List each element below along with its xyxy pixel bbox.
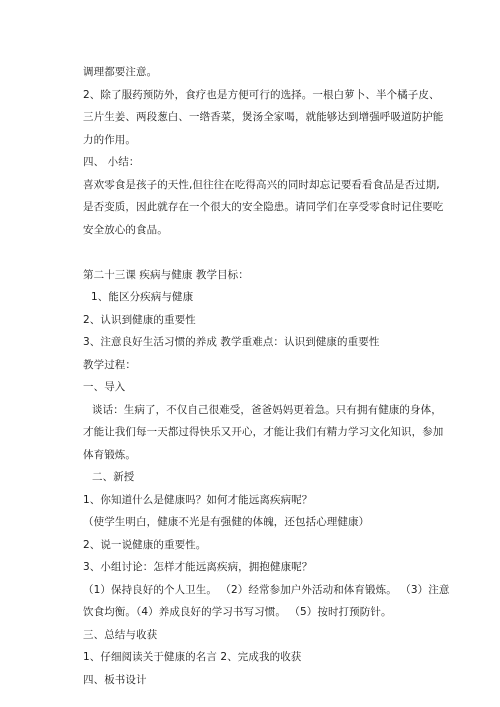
objective-item: 2、认识到健康的重要性: [83, 314, 196, 326]
section-heading: 二、新授: [92, 471, 135, 483]
text-line: 调理都要注意。: [83, 66, 158, 78]
text-line: 力的作用。: [83, 134, 136, 146]
text-line: 才能让我们每一天都过得快乐又开心，才能让我们有精力学习文化知识，参加: [83, 426, 444, 438]
text-line: 体育锻炼。: [83, 449, 136, 461]
text-line: 谈话：生病了，不仅自己很难受，爸爸妈妈更着急。只有拥有健康的身体，: [92, 404, 442, 416]
text-line: 2、除了服药预防外，食疗也是方便可行的选择。一根白萝卜、半个橘子皮、: [83, 89, 440, 101]
text-line: 饮食均衡。（4）养成良好的学习书写习惯。 （5）按时打预防针。: [83, 606, 392, 618]
section-heading: 三、总结与收获: [83, 629, 158, 641]
objective-item: 1、能区分疾病与健康: [91, 291, 194, 303]
text-line: （1）保持良好的个人卫生。 （2）经常参加户外活动和体育锻炼。 （3）注意: [83, 584, 450, 596]
text-line: 三片生姜、两段葱白、一绺香菜，煲汤全家喝，就能够达到增强呼吸道防护能: [83, 111, 444, 123]
text-line: 2、说一说健康的重要性。: [83, 539, 207, 551]
objective-item: 3、注意良好生活习惯的养成 教学重难点：认识到健康的重要性: [83, 336, 380, 348]
section-heading: 一、导入: [83, 381, 126, 393]
text-line: 安全放心的食品。: [83, 224, 168, 236]
text-line: 是否变质，因此就存在一个很大的安全隐患。请同学们在享受零食时记住要吃: [83, 201, 444, 213]
text-line: 喜欢零食是孩子的天性,但往往在吃得高兴的同时却忘记要看看食品是否过期,: [83, 179, 440, 191]
text-line: （使学生明白，健康不光是有强健的体魄，还包括心理健康）: [83, 516, 370, 528]
text-line: 3、小组讨论：怎样才能远离疾病，拥抱健康呢？: [83, 561, 313, 573]
section-heading: 四、 小结：: [83, 156, 140, 168]
section-heading: 教学过程：: [83, 359, 136, 371]
lesson-title: 第二十三课 疾病与健康 教学目标：: [83, 269, 249, 281]
text-line: 1、仔细阅读关于健康的名言 2、完成我的收获: [83, 651, 302, 663]
section-heading: 四、板书设计: [83, 674, 147, 686]
text-line: 1、你知道什么是健康吗？如何才能远离疾病呢？: [83, 494, 313, 506]
